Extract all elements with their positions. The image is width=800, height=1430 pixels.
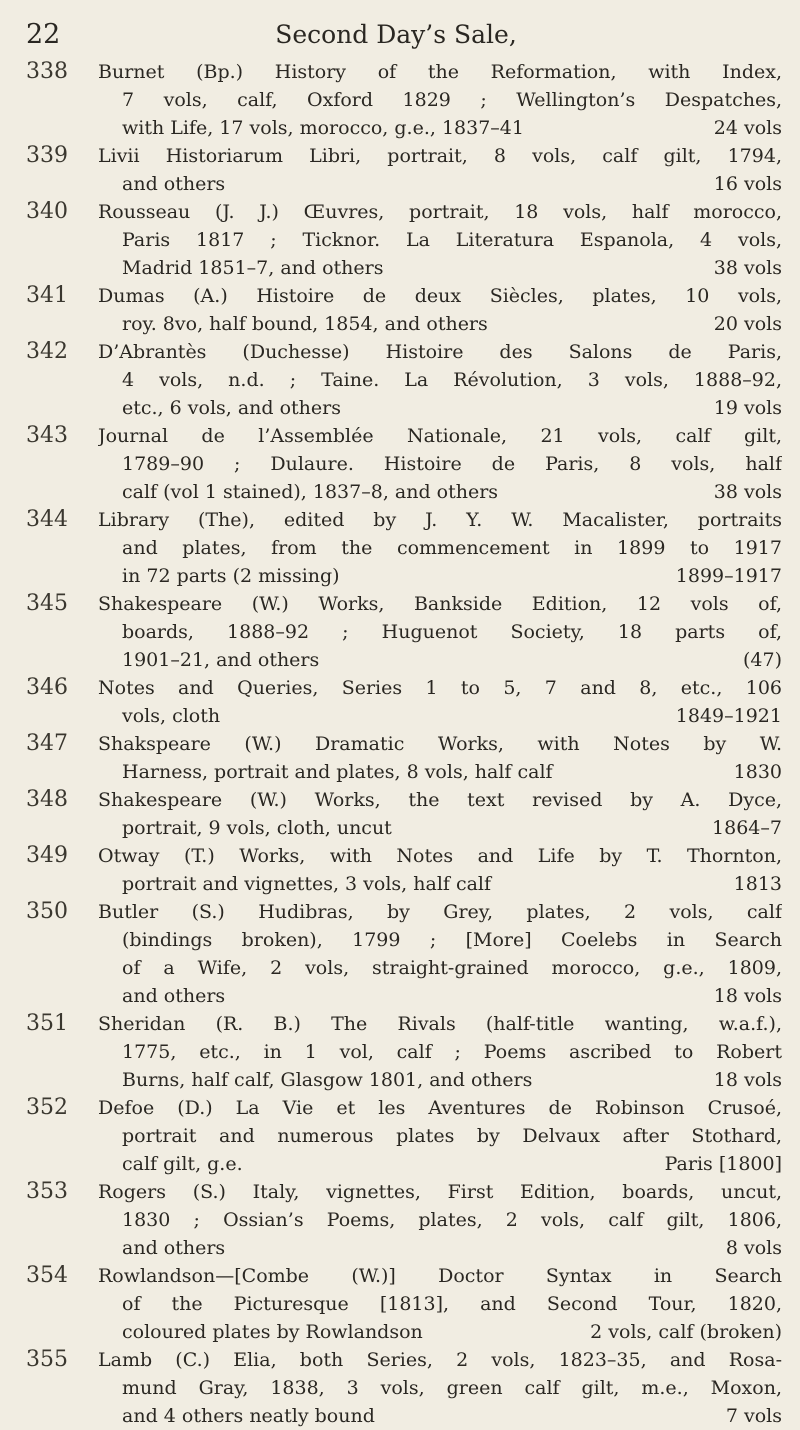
lot-description	[98, 1178, 782, 1262]
lot-last-text: Madrid 1851–7, and others	[122, 257, 384, 279]
lot-quantity: 38 vols	[713, 481, 782, 503]
lot-entry	[0, 338, 800, 422]
page-header	[26, 20, 780, 50]
lot-last-text: etc., 6 vols, and others	[122, 397, 342, 419]
lot-description	[98, 282, 782, 338]
lot-last-text: coloured plates by Rowlandson	[122, 1321, 423, 1343]
lot-number: 348	[26, 787, 68, 812]
lot-description	[98, 58, 782, 142]
lot-description	[98, 506, 782, 590]
lot-quantity: 1864–7	[712, 817, 782, 839]
lot-line: of a Wife, 2 vols, straight-grained morocco, g.e., 1809,	[122, 957, 782, 979]
lot-entry	[0, 282, 800, 338]
lot-last-line	[98, 1150, 782, 1178]
lot-line: of the Picturesque [1813], and Second Tour, 1820,	[122, 1293, 782, 1315]
lot-number: 339	[26, 143, 68, 168]
lot-last-text: portrait and vignettes, 3 vols, half calf	[122, 873, 492, 895]
lot-number: 345	[26, 591, 68, 616]
lot-last-line	[98, 1402, 782, 1430]
lot-line: Rousseau (J. J.) Œuvres, portrait, 18 vols, half morocco,	[98, 201, 782, 223]
lot-description	[98, 1346, 782, 1430]
lot-number: 340	[26, 199, 68, 224]
lot-line: Defoe (D.) La Vie et les Aventures de Robinson Crusoé,	[98, 1097, 782, 1119]
lot-line: and plates, from the commencement in 1899 to 1917	[122, 537, 782, 559]
lot-entry	[0, 142, 800, 198]
lot-description	[98, 422, 782, 506]
lot-line: mund Gray, 1838, 3 vols, green calf gilt, m.e., Moxon,	[122, 1377, 782, 1399]
lot-line: 1775, etc., in 1 vol, calf ; Poems ascribed to Robert	[122, 1041, 782, 1063]
lot-number: 351	[26, 1011, 68, 1036]
lot-line: Otway (T.) Works, with Notes and Life by T. Thornton,	[98, 845, 782, 867]
lot-quantity: 18 vols	[713, 985, 782, 1007]
lot-description	[98, 898, 782, 1010]
lot-last-text: calf (vol 1 stained), 1837–8, and others	[122, 481, 499, 503]
lot-last-line	[98, 982, 782, 1010]
page-number: 22	[26, 19, 61, 50]
lot-line: Paris 1817 ; Ticknor. La Literatura Espanola, 4 vols,	[122, 229, 782, 251]
lot-quantity: 19 vols	[713, 397, 782, 419]
lot-line: Notes and Queries, Series 1 to 5, 7 and 8, etc., 106	[98, 677, 782, 699]
lot-description	[98, 842, 782, 898]
lot-entry	[0, 730, 800, 786]
lot-entry	[0, 58, 800, 142]
lot-line: 1789–90 ; Dulaure. Histoire de Paris, 8 vols, half	[122, 453, 782, 475]
lot-line: (bindings broken), 1799 ; [More] Coelebs in Search	[122, 929, 782, 951]
lot-entry	[0, 786, 800, 842]
lot-last-text: Burns, half calf, Glasgow 1801, and others	[122, 1069, 533, 1091]
lot-quantity: 1849–1921	[675, 705, 782, 727]
lot-number: 355	[26, 1347, 68, 1372]
lot-line: Rowlandson—[Combe (W.)] Doctor Syntax in Search	[98, 1265, 782, 1287]
lot-last-line	[98, 394, 782, 422]
lot-last-line	[98, 1318, 782, 1346]
lot-line: 7 vols, calf, Oxford 1829 ; Wellington’s Despatches,	[122, 89, 782, 111]
lot-last-line	[98, 870, 782, 898]
lot-line: boards, 1888–92 ; Huguenot Society, 18 parts of,	[122, 621, 782, 643]
lot-last-text: and others	[122, 1237, 226, 1259]
lot-last-text: roy. 8vo, half bound, 1854, and others	[122, 313, 488, 335]
lot-entry	[0, 674, 800, 730]
lot-number: 344	[26, 507, 68, 532]
lot-number: 338	[26, 59, 68, 84]
lot-number: 346	[26, 675, 68, 700]
lot-line: Journal de l’Assemblée Nationale, 21 vols, calf gilt,	[98, 425, 782, 447]
lot-entry	[0, 1094, 800, 1178]
lot-line: D’Abrantès (Duchesse) Histoire des Salons de Paris,	[98, 341, 782, 363]
lot-last-text: with Life, 17 vols, morocco, g.e., 1837–41	[122, 117, 524, 139]
lot-quantity: 7 vols	[725, 1405, 782, 1427]
lot-number: 353	[26, 1179, 68, 1204]
lot-line: Sheridan (R. B.) The Rivals (half-title wanting, w.a.f.),	[98, 1013, 782, 1035]
lot-description	[98, 338, 782, 422]
lot-last-line	[98, 1066, 782, 1094]
lot-entry	[0, 1010, 800, 1094]
lot-last-text: 1901–21, and others	[122, 649, 320, 671]
lot-line: Butler (S.) Hudibras, by Grey, plates, 2 vols, calf	[98, 901, 782, 923]
lot-list	[0, 58, 800, 1430]
lot-line: Burnet (Bp.) History of the Reformation, with Index,	[98, 61, 782, 83]
lot-entry	[0, 506, 800, 590]
lot-number: 342	[26, 339, 68, 364]
lot-last-text: calf gilt, g.e.	[122, 1153, 243, 1175]
lot-entry	[0, 422, 800, 506]
lot-quantity: 18 vols	[713, 1069, 782, 1091]
lot-number: 350	[26, 899, 68, 924]
lot-number: 347	[26, 731, 68, 756]
lot-last-text: and others	[122, 985, 226, 1007]
lot-number: 343	[26, 423, 68, 448]
lot-quantity: 20 vols	[713, 313, 782, 335]
lot-line: Livii Historiarum Libri, portrait, 8 vols, calf gilt, 1794,	[98, 145, 782, 167]
lot-line: Shakspeare (W.) Dramatic Works, with Notes by W.	[98, 733, 782, 755]
lot-entry	[0, 1178, 800, 1262]
lot-last-text: vols, cloth	[122, 705, 221, 727]
lot-line: Shakespeare (W.) Works, Bankside Edition, 12 vols of,	[98, 593, 782, 615]
lot-last-line	[98, 702, 782, 730]
lot-line: Dumas (A.) Histoire de deux Siècles, plates, 10 vols,	[98, 285, 782, 307]
lot-quantity: 2 vols, calf (broken)	[590, 1321, 782, 1343]
running-title: Second Day’s Sale,	[275, 20, 517, 49]
lot-description	[98, 674, 782, 730]
lot-quantity: 38 vols	[713, 257, 782, 279]
lot-last-line	[98, 562, 782, 590]
lot-entry	[0, 1262, 800, 1346]
lot-entry	[0, 842, 800, 898]
lot-quantity: 8 vols	[725, 1237, 782, 1259]
lot-last-line	[98, 478, 782, 506]
lot-line: 4 vols, n.d. ; Taine. La Révolution, 3 vols, 1888–92,	[122, 369, 782, 391]
lot-last-line	[98, 758, 782, 786]
lot-description	[98, 1094, 782, 1178]
lot-last-line	[98, 310, 782, 338]
lot-line: Lamb (C.) Elia, both Series, 2 vols, 1823–35, and Rosa-	[98, 1349, 782, 1371]
lot-description	[98, 142, 782, 198]
lot-last-line	[98, 170, 782, 198]
lot-description	[98, 590, 782, 674]
lot-quantity: Paris [1800]	[664, 1153, 782, 1175]
lot-line: portrait and numerous plates by Delvaux after Stothard,	[122, 1125, 782, 1147]
lot-last-line	[98, 254, 782, 282]
lot-last-text: portrait, 9 vols, cloth, uncut	[122, 817, 392, 839]
lot-description	[98, 786, 782, 842]
lot-description	[98, 1262, 782, 1346]
lot-last-line	[98, 1234, 782, 1262]
lot-line: Library (The), edited by J. Y. W. Macalister, portraits	[98, 509, 782, 531]
lot-line: Shakespeare (W.) Works, the text revised by A. Dyce,	[98, 789, 782, 811]
lot-entry	[0, 898, 800, 1010]
lot-quantity: (47)	[742, 649, 782, 671]
lot-quantity: 16 vols	[713, 173, 782, 195]
lot-last-line	[98, 646, 782, 674]
lot-last-text: and others	[122, 173, 226, 195]
lot-description	[98, 198, 782, 282]
lot-entry	[0, 590, 800, 674]
lot-quantity: 1830	[733, 761, 782, 783]
lot-last-text: in 72 parts (2 missing)	[122, 565, 340, 587]
lot-quantity: 1899–1917	[675, 565, 782, 587]
lot-line: 1830 ; Ossian’s Poems, plates, 2 vols, calf gilt, 1806,	[122, 1209, 782, 1231]
lot-last-text: and 4 others neatly bound	[122, 1405, 375, 1427]
lot-entry	[0, 1346, 800, 1430]
lot-description	[98, 730, 782, 786]
lot-last-text: Harness, portrait and plates, 8 vols, half calf	[122, 761, 553, 783]
lot-quantity: 1813	[733, 873, 782, 895]
lot-number: 341	[26, 283, 68, 308]
lot-number: 354	[26, 1263, 68, 1288]
lot-number: 349	[26, 843, 68, 868]
lot-last-line	[98, 814, 782, 842]
lot-last-line	[98, 114, 782, 142]
lot-description	[98, 1010, 782, 1094]
lot-entry	[0, 198, 800, 282]
lot-number: 352	[26, 1095, 68, 1120]
lot-line: Rogers (S.) Italy, vignettes, First Edition, boards, uncut,	[98, 1181, 782, 1203]
lot-quantity: 24 vols	[713, 117, 782, 139]
